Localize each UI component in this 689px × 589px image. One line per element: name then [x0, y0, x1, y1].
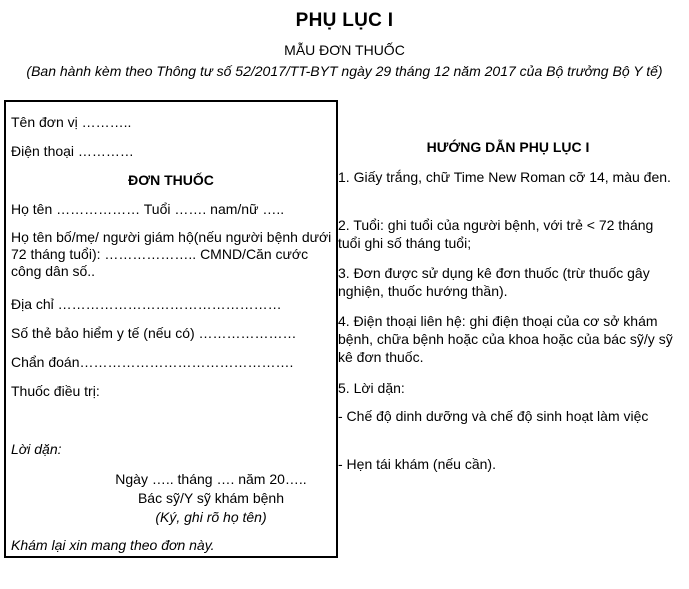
advice-line: Lời dặn:	[11, 441, 62, 457]
guide-item: 1. Giấy trắng, chữ Time New Roman cỡ 14, màu đen.	[338, 169, 671, 185]
diagnosis-line: Chẩn đoán……………………………………….	[11, 354, 294, 370]
date-line: Ngày ….. tháng …. năm 20…..	[115, 471, 307, 487]
doctor-line: Bác sỹ/Y sỹ khám bệnh	[137, 490, 285, 506]
guide-item: - Hẹn tái khám (nếu cần).	[338, 456, 496, 472]
phone-line: Điện thoại …………	[11, 143, 134, 159]
guide-item: - Chế độ dinh dưỡng và chế độ sinh hoạt làm việc	[338, 408, 649, 424]
revisit-note: Khám lại xin mang theo đơn này.	[11, 537, 215, 553]
treatment-line: Thuốc điều trị:	[11, 383, 100, 399]
page-title: PHỤ LỤC I	[295, 10, 394, 31]
guide-item: 5. Lời dặn:	[338, 380, 405, 396]
guide-heading: HƯỚNG DẪN PHỤ LỤC I	[426, 139, 590, 155]
guide-item: 2. Tuổi: ghi tuổi của người bệnh, với trẻ < 72 tháng tuổi ghi số tháng tuổi;	[338, 217, 654, 251]
patient-line: Họ tên ……………… Tuổi ……. nam/nữ …..	[11, 201, 285, 217]
address-line: Địa chỉ …………………………………………	[11, 296, 282, 312]
guide-item: 4. Điện thoại liên hệ: ghi điện thoại của cơ sở khám bệnh, chữa bệnh hoặc của khoa hoặc của bác sỹ/y sỹ kê đơn thuốc.	[338, 313, 673, 365]
issued-note: (Ban hành kèm theo Thông tư số 52/2017/TT-BYT ngày 29 tháng 12 năm 2017 của Bộ trưởng Bộ Y tế)	[26, 63, 663, 79]
signature-note: (Ký, ghi rõ họ tên)	[155, 509, 267, 525]
unit-name-line: Tên đơn vị ………..	[11, 114, 132, 130]
prescription-heading: ĐƠN THUỐC	[128, 172, 214, 188]
insurance-line: Số thẻ bảo hiểm y tế (nếu có) …………………	[11, 325, 297, 341]
prescription-form	[4, 100, 338, 558]
guardian-line: Họ tên bố/mẹ/ người giám hộ(nếu người bệnh dưới 72 tháng tuổi): ……………….. CMND/Căn cước công dân số..	[11, 229, 332, 279]
guide-item: 3. Đơn được sử dụng kê đơn thuốc (trừ thuốc gây nghiện, thuốc hướng thần).	[338, 265, 650, 299]
page-subtitle: MẪU ĐƠN THUỐC	[284, 42, 405, 58]
